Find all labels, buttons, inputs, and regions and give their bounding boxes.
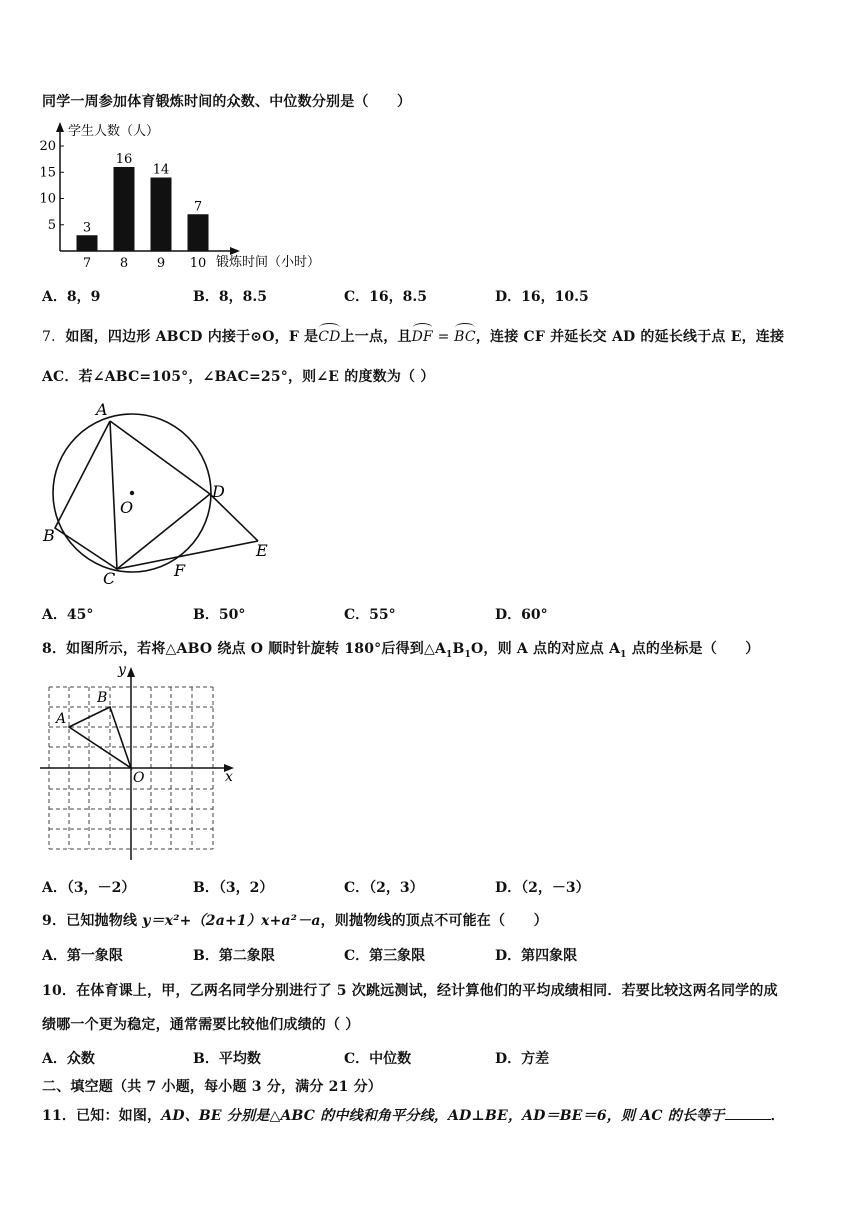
q9-option-c[interactable]: C．第三象限 — [344, 948, 426, 964]
data-label: 16 — [115, 152, 133, 167]
q9-text-post: ，则抛物线的顶点不可能在（ ） — [320, 913, 548, 929]
x-tick-label: 9 — [156, 256, 166, 271]
data-label: 14 — [152, 162, 170, 178]
label-b: B — [97, 690, 108, 706]
q6-option-d[interactable]: D．16，10.5 — [495, 289, 589, 305]
q8-option-b[interactable]: B．（3，2） — [193, 880, 274, 896]
q11-math: AD、BE 分别是△ABC 的中线和角平分线，AD⊥BE，AD＝BE＝6，则 AC 的长等于 — [161, 1108, 725, 1124]
q11-text-pre: 11．已知：如图， — [42, 1108, 162, 1124]
y-axis-arrow — [56, 122, 64, 132]
q8-text-a: 8．如图所示，若将△ABO 绕点 O 顺时针旋转 180°后得到△A — [42, 641, 447, 657]
label-a: A — [56, 711, 67, 727]
x-tick-label: 7 — [82, 256, 92, 271]
q7-option-c[interactable]: C．55° — [344, 607, 396, 623]
y-axis-arrow — [127, 667, 135, 677]
data-label: 3 — [82, 220, 92, 236]
q8-option-a[interactable]: A．（3，－2） — [42, 880, 136, 896]
q8-option-d[interactable]: D．（2，－3） — [495, 880, 590, 896]
bar-chart — [30, 118, 350, 273]
x-axis-arrow — [230, 247, 240, 255]
label-o: O — [133, 770, 145, 786]
q7-text-c: ，连接 CF 并延长交 AD 的延长线于点 E，连接 — [475, 329, 785, 345]
answer-blank[interactable] — [725, 1119, 771, 1120]
q7-option-a[interactable]: A．45° — [42, 607, 94, 623]
q10-stem-line2: 绩哪一个更为稳定，通常需要比较他们成绩的（ ） — [42, 1017, 360, 1033]
y-tick-label: 20 — [39, 139, 56, 154]
y-tick-label: 15 — [39, 165, 56, 181]
q8-sub2: 1 — [464, 649, 471, 660]
label-e: E — [256, 541, 268, 560]
arc-df: DF — [412, 325, 433, 345]
arc-cd: CD — [318, 325, 340, 345]
q8-sub3: 1 — [620, 649, 627, 660]
circle-figure — [40, 398, 280, 588]
bar — [151, 178, 172, 252]
q10-option-b[interactable]: B．平均数 — [193, 1051, 261, 1067]
grid-figure — [36, 662, 246, 864]
q8-text-b: B — [452, 641, 465, 657]
x-tick-label: 10 — [189, 256, 207, 271]
q7-stem-line2: AC．若∠ABC=105°，∠BAC=25°，则∠E 的度数为（ ） — [42, 369, 435, 385]
q6-option-c[interactable]: C．16，8.5 — [344, 289, 427, 305]
q8-option-c[interactable]: C．（2，3） — [344, 880, 424, 896]
triangle-abo — [69, 707, 131, 768]
label-f: F — [174, 561, 186, 580]
q10-option-d[interactable]: D．方差 — [495, 1051, 550, 1067]
label-b: B — [43, 526, 55, 545]
bar — [188, 214, 209, 251]
q8-sub1: 1 — [446, 649, 453, 660]
y-tick-label: 5 — [47, 217, 56, 233]
q6-option-b[interactable]: B．8，8.5 — [193, 289, 267, 305]
q9-math: y＝x²+（2a+1）x+a²－a — [142, 913, 321, 929]
q9-option-d[interactable]: D．第四象限 — [495, 948, 578, 964]
q10-option-c[interactable]: C．中位数 — [344, 1051, 412, 1067]
bar — [114, 167, 135, 251]
q11-stem — [42, 1105, 785, 1125]
q8-stem — [42, 638, 760, 660]
center-point — [130, 491, 134, 495]
q10-option-a[interactable]: A．众数 — [42, 1051, 95, 1067]
q8-text-d: 点的坐标是（ ） — [626, 641, 760, 657]
q7-text-a: 如图，四边形 ABCD 内接于⊙O，F 是 — [65, 329, 319, 345]
y-axis-label: 学生人数（人） — [68, 124, 160, 139]
q10-stem-line1: 10．在体育课上，甲，乙两名同学分别进行了 5 次跳远测试，经计算他们的平均成绩相同．若要比较这两名同学的成 — [42, 983, 778, 999]
segment-ac — [110, 421, 117, 569]
label-a: A — [96, 400, 108, 419]
q6-option-a[interactable]: A．8，9 — [42, 289, 101, 305]
segment-ce — [117, 541, 258, 569]
label-d: D — [212, 482, 225, 501]
q7-number: 7． — [42, 329, 66, 345]
q11-text-post: ． — [770, 1108, 785, 1124]
arc-bc: BC — [454, 325, 476, 345]
y-tick-label: 10 — [39, 191, 56, 207]
q8-text-c: O，则 A 点的对应点 A — [471, 641, 621, 657]
data-label: 7 — [193, 199, 203, 215]
label-y: y — [118, 662, 126, 678]
bar — [77, 235, 98, 251]
q9-option-b[interactable]: B．第二象限 — [193, 948, 275, 964]
q7-option-b[interactable]: B．50° — [193, 607, 246, 623]
q9-stem — [42, 910, 548, 930]
section-2-header: 二、填空题（共 7 小题，每小题 3 分，满分 21 分） — [42, 1079, 383, 1095]
q7-option-d[interactable]: D．60° — [495, 607, 548, 623]
label-o: O — [120, 498, 134, 517]
segment-de — [210, 494, 258, 541]
equals-sign: = — [432, 329, 455, 345]
x-tick-label: 8 — [119, 256, 129, 271]
q9-text-pre: 9．已知抛物线 — [42, 913, 143, 929]
x-axis-label: 锻炼时间（小时） — [216, 255, 321, 270]
q6-stem: 同学一周参加体育锻炼时间的众数、中位数分别是（ ） — [42, 94, 412, 110]
q7-stem-line1 — [42, 325, 784, 346]
label-x: x — [225, 769, 233, 785]
label-c: C — [103, 569, 116, 588]
q7-text-b: 上一点，且 — [340, 329, 412, 345]
q9-option-a[interactable]: A．第一象限 — [42, 948, 123, 964]
